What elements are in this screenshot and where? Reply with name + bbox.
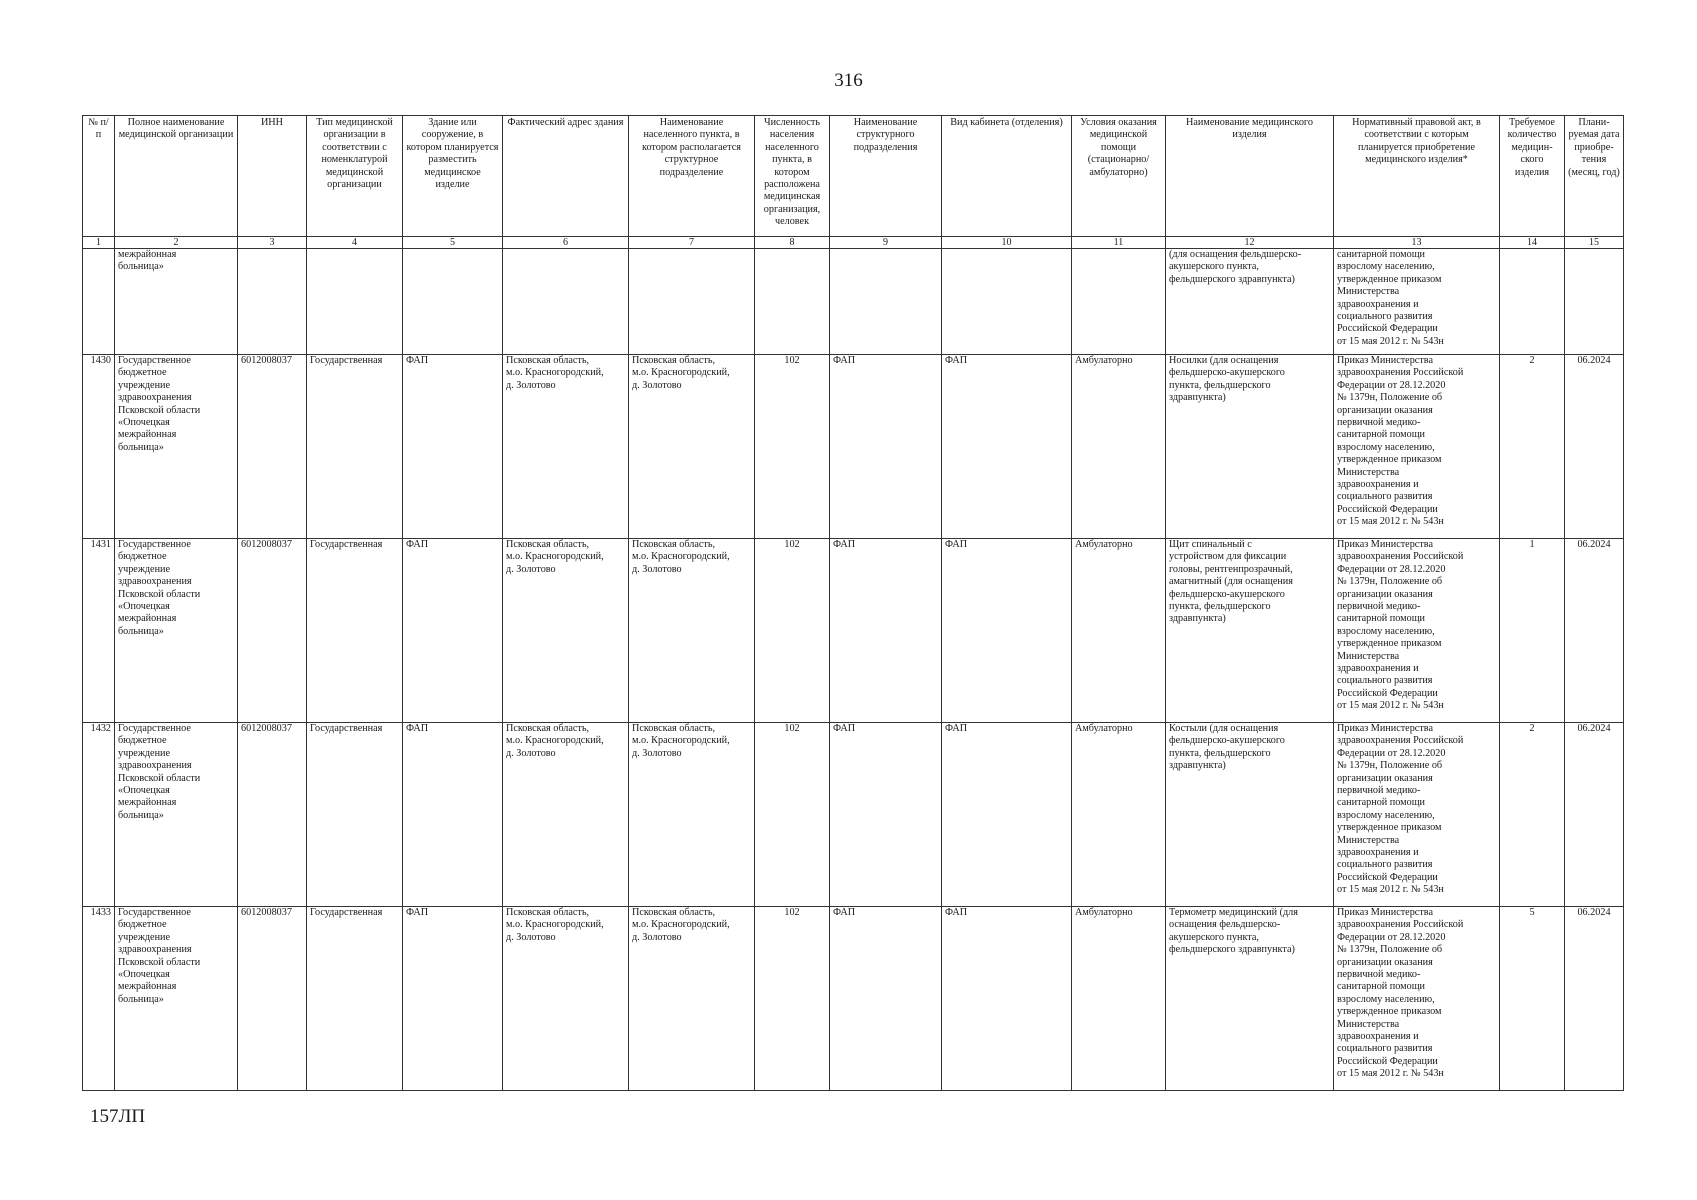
date-cell: 06.2024 bbox=[1565, 539, 1624, 723]
inn-cell: 6012008037 bbox=[238, 539, 307, 723]
header-cell: ИНН bbox=[238, 116, 307, 237]
settlement-cell: Псковская область, м.о. Красногородский, д. Золотово bbox=[629, 539, 755, 723]
continuation-row bbox=[83, 249, 1624, 355]
column-number: 10 bbox=[942, 237, 1072, 249]
row-number: 1431 bbox=[83, 539, 115, 723]
unit-cell: ФАП bbox=[830, 723, 942, 907]
column-number: 8 bbox=[755, 237, 830, 249]
org-name-cell: Государственное бюджетное учреждение здравоохранения Псковской области «Опочецкая межрайонная больница» bbox=[115, 355, 238, 539]
header-cell: Условия оказания медицинской помощи (стационарно/ амбулаторно) bbox=[1072, 116, 1166, 237]
address-cell: Псковская область, м.о. Красногородский, д. Золотово bbox=[503, 723, 629, 907]
org-name-cell: Государственное бюджетное учреждение здравоохранения Псковской области «Опочецкая межрайонная больница» bbox=[115, 539, 238, 723]
quantity-cell: 2 bbox=[1500, 723, 1565, 907]
header-cell: № п/п bbox=[83, 116, 115, 237]
header-cell: Здание или сооружение, в котором планируется разместить медицинское изделие bbox=[403, 116, 503, 237]
building-cell: ФАП bbox=[403, 723, 503, 907]
equipment-table bbox=[82, 115, 1624, 1091]
conditions-cell: Амбулаторно bbox=[1072, 907, 1166, 1091]
column-number: 11 bbox=[1072, 237, 1166, 249]
legal-act-cell: Приказ Министерства здравоохранения Российской Федерации от 28.12.2020 № 1379н, Положение об организации оказания первичной медико- санитарной помощи взрослому населению, утвержденное приказом Министерства здравоохранения и социального развития Российской Федерации от 15 мая 2012 г. № 543н bbox=[1334, 907, 1500, 1091]
conditions-cell: Амбулаторно bbox=[1072, 723, 1166, 907]
header-row bbox=[83, 116, 1624, 237]
header-cell: Наименование структурного подразделения bbox=[830, 116, 942, 237]
cabinet-cell: ФАП bbox=[942, 539, 1072, 723]
date-cell: 06.2024 bbox=[1565, 907, 1624, 1091]
device-cell: Щит спинальный с устройством для фиксации головы, рентгенпрозрачный, амагнитный (для оснащения фельдшерско-акушерского пункта, фельдшерского здравпункта) bbox=[1166, 539, 1334, 723]
header-cell: Численность населения населенного пункта, в котором расположена медицинская организация, человек bbox=[755, 116, 830, 237]
column-number: 9 bbox=[830, 237, 942, 249]
population-cell: 102 bbox=[755, 907, 830, 1091]
header-cell: Полное наименование медицинской организации bbox=[115, 116, 238, 237]
document-code: 157ЛП bbox=[90, 1106, 146, 1127]
unit-cell: ФАП bbox=[830, 355, 942, 539]
settlement-cell: Псковская область, м.о. Красногородский, д. Золотово bbox=[629, 907, 755, 1091]
settlement-cell: Псковская область, м.о. Красногородский, д. Золотово bbox=[629, 723, 755, 907]
org-type-cell: Государственная bbox=[307, 907, 403, 1091]
row-number: 1433 bbox=[83, 907, 115, 1091]
org-type-cell: Государственная bbox=[307, 355, 403, 539]
org-name-cell: Государственное бюджетное учреждение здравоохранения Псковской области «Опочецкая межрайонная больница» bbox=[115, 907, 238, 1091]
page-number: 316 bbox=[834, 70, 863, 91]
inn-cell: 6012008037 bbox=[238, 355, 307, 539]
building-cell: ФАП bbox=[403, 907, 503, 1091]
device-cell: (для оснащения фельдшерско- акушерского пункта, фельдшерского здравпункта) bbox=[1166, 249, 1334, 355]
inn-cell: 6012008037 bbox=[238, 723, 307, 907]
row-number: 1430 bbox=[83, 355, 115, 539]
cabinet-cell: ФАП bbox=[942, 907, 1072, 1091]
population-cell: 102 bbox=[755, 723, 830, 907]
header-cell: Нормативный правовой акт, в соответствии с которым планируется приобретение медицинского изделия* bbox=[1334, 116, 1500, 237]
legal-act-cell: Приказ Министерства здравоохранения Российской Федерации от 28.12.2020 № 1379н, Положение об организации оказания первичной медико- санитарной помощи взрослому населению, утвержденное приказом Министерства здравоохранения и социального развития Российской Федерации от 15 мая 2012 г. № 543н bbox=[1334, 539, 1500, 723]
building-cell: ФАП bbox=[403, 539, 503, 723]
address-cell: Псковская область, м.о. Красногородский, д. Золотово bbox=[503, 907, 629, 1091]
date-cell: 06.2024 bbox=[1565, 355, 1624, 539]
header-cell: Тип медицинской организации в соответствии с номенклатурой медицинской организации bbox=[307, 116, 403, 237]
table-row bbox=[83, 355, 1624, 539]
conditions-cell: Амбулаторно bbox=[1072, 539, 1166, 723]
address-cell: Псковская область, м.о. Красногородский, д. Золотово bbox=[503, 539, 629, 723]
date-cell: 06.2024 bbox=[1565, 723, 1624, 907]
column-number: 5 bbox=[403, 237, 503, 249]
device-cell: Носилки (для оснащения фельдшерско-акушерского пункта, фельдшерского здравпункта) bbox=[1166, 355, 1334, 539]
legal-act-cell: санитарной помощи взрослому населению, утвержденное приказом Министерства здравоохранения и социального развития Российской Федерации от 15 мая 2012 г. № 543н bbox=[1334, 249, 1500, 355]
quantity-cell: 5 bbox=[1500, 907, 1565, 1091]
column-number-row bbox=[83, 237, 1624, 249]
table-row bbox=[83, 907, 1624, 1091]
legal-act-cell: Приказ Министерства здравоохранения Российской Федерации от 28.12.2020 № 1379н, Положение об организации оказания первичной медико- санитарной помощи взрослому населению, утвержденное приказом Министерства здравоохранения и социального развития Российской Федерации от 15 мая 2012 г. № 543н bbox=[1334, 355, 1500, 539]
quantity-cell: 1 bbox=[1500, 539, 1565, 723]
row-number: 1432 bbox=[83, 723, 115, 907]
org-name-cell: межрайонная больница» bbox=[115, 249, 238, 355]
column-number: 6 bbox=[503, 237, 629, 249]
header-cell: Вид кабинета (отделения) bbox=[942, 116, 1072, 237]
column-number: 1 bbox=[83, 237, 115, 249]
inn-cell: 6012008037 bbox=[238, 907, 307, 1091]
header-cell: Наименование населенного пункта, в котором располагается структурное подразделение bbox=[629, 116, 755, 237]
column-number: 12 bbox=[1166, 237, 1334, 249]
column-number: 14 bbox=[1500, 237, 1565, 249]
column-number: 13 bbox=[1334, 237, 1500, 249]
header-cell: Наименование медицинского изделия bbox=[1166, 116, 1334, 237]
device-cell: Костыли (для оснащения фельдшерско-акушерского пункта, фельдшерского здравпункта) bbox=[1166, 723, 1334, 907]
column-number: 3 bbox=[238, 237, 307, 249]
unit-cell: ФАП bbox=[830, 907, 942, 1091]
address-cell: Псковская область, м.о. Красногородский, д. Золотово bbox=[503, 355, 629, 539]
conditions-cell: Амбулаторно bbox=[1072, 355, 1166, 539]
table-row bbox=[83, 539, 1624, 723]
device-cell: Термометр медицинский (для оснащения фельдшерско- акушерского пункта, фельдшерского здравпункта) bbox=[1166, 907, 1334, 1091]
building-cell: ФАП bbox=[403, 355, 503, 539]
population-cell: 102 bbox=[755, 355, 830, 539]
column-number: 2 bbox=[115, 237, 238, 249]
unit-cell: ФАП bbox=[830, 539, 942, 723]
cabinet-cell: ФАП bbox=[942, 723, 1072, 907]
org-name-cell: Государственное бюджетное учреждение здравоохранения Псковской области «Опочецкая межрайонная больница» bbox=[115, 723, 238, 907]
settlement-cell: Псковская область, м.о. Красногородский, д. Золотово bbox=[629, 355, 755, 539]
column-number: 7 bbox=[629, 237, 755, 249]
org-type-cell: Государственная bbox=[307, 723, 403, 907]
column-number: 4 bbox=[307, 237, 403, 249]
quantity-cell: 2 bbox=[1500, 355, 1565, 539]
header-cell: Плани-руемая дата приобре-тения (месяц, год) bbox=[1565, 116, 1624, 237]
column-number: 15 bbox=[1565, 237, 1624, 249]
org-type-cell: Государственная bbox=[307, 539, 403, 723]
header-cell: Фактический адрес здания bbox=[503, 116, 629, 237]
legal-act-cell: Приказ Министерства здравоохранения Российской Федерации от 28.12.2020 № 1379н, Положение об организации оказания первичной медико- санитарной помощи взрослому населению, утвержденное приказом Министерства здравоохранения и социального развития Российской Федерации от 15 мая 2012 г. № 543н bbox=[1334, 723, 1500, 907]
population-cell: 102 bbox=[755, 539, 830, 723]
cabinet-cell: ФАП bbox=[942, 355, 1072, 539]
table-row bbox=[83, 723, 1624, 907]
header-cell: Требуемое количество медицин-ского изделия bbox=[1500, 116, 1565, 237]
